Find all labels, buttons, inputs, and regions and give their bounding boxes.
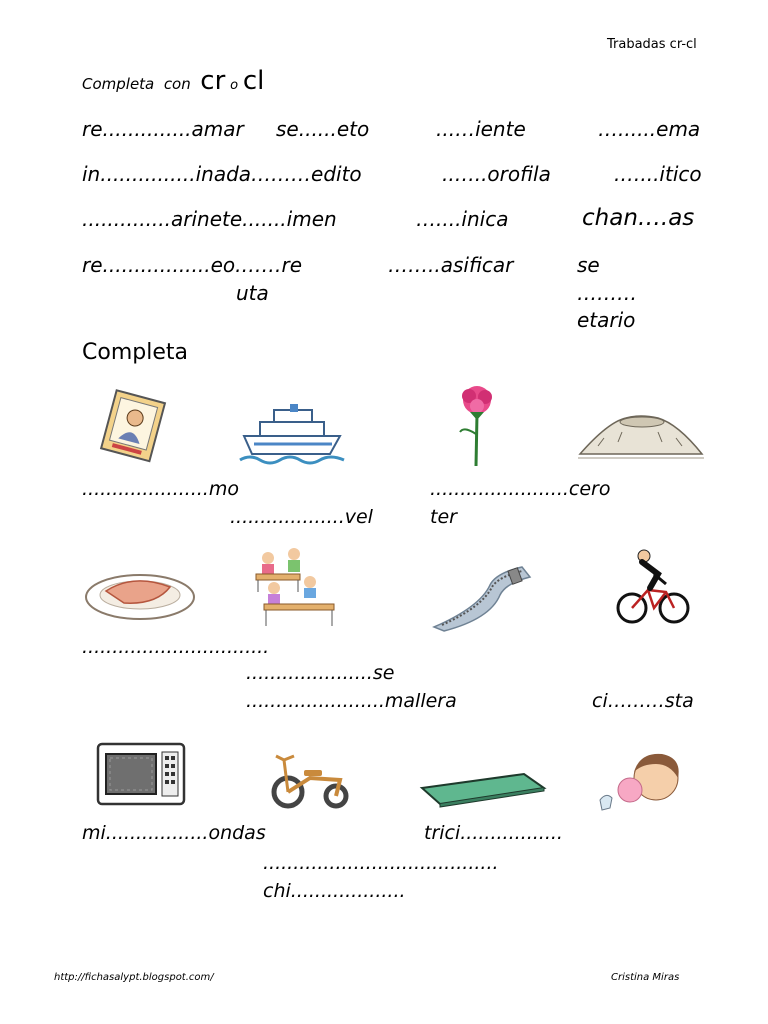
exercise-item: se......eto (276, 117, 370, 141)
carnation-icon (452, 384, 502, 468)
stamp-icon (98, 390, 170, 462)
section-title: Completa (82, 340, 188, 365)
answer-line: .....................mo (82, 478, 239, 500)
exercise-item: …......ema (598, 117, 701, 141)
classroom-icon (252, 546, 338, 628)
syllable-cl: cl (242, 66, 265, 96)
answer-line: ter (430, 506, 457, 528)
answer-line: trici................. (424, 822, 563, 844)
answer-line: mi.................ondas (82, 822, 266, 844)
exercise-item: ……… (577, 281, 637, 305)
exercise-item: re.................eo.……re (82, 253, 303, 277)
crater-icon (578, 402, 704, 466)
exercise-item: uta (236, 281, 269, 305)
exercise-item: …....inica (416, 207, 509, 231)
instruction-word: con (163, 75, 191, 93)
exercise-item: ...…iente (436, 117, 526, 141)
zipper-icon (430, 565, 536, 631)
footer-author: Cristina Miras (611, 972, 680, 983)
syllable-cr: cr (200, 66, 226, 96)
tricycle-icon (270, 750, 360, 810)
exercise-item: se (577, 253, 600, 277)
footer-url[interactable]: http://fichasalypt.blogspot.com/ (54, 972, 214, 983)
exercise-item: ……..asificar (388, 253, 514, 277)
gum-child-icon (596, 750, 690, 814)
cruise-ship-icon (240, 402, 344, 466)
answer-line: .......................cero (430, 478, 611, 500)
microwave-icon (96, 740, 186, 808)
instruction-word: o (230, 78, 239, 93)
answer-line: ............................... (82, 636, 270, 658)
exercise-item: ..............arinete.......imen (82, 207, 337, 231)
answer-line: ci………sta (592, 690, 694, 712)
exercise-item: in...............inada………edito (82, 162, 362, 186)
cream-plate-icon (84, 565, 196, 623)
instruction-word: Completa (82, 75, 155, 93)
cyclist-icon (614, 548, 690, 628)
answer-line: ....................................... (263, 852, 499, 874)
answer-line: ...................vel (230, 506, 373, 528)
instruction-line (82, 66, 264, 96)
answer-line: .....................se (246, 662, 395, 684)
answer-line: chi................... (263, 880, 406, 902)
mat-icon (420, 772, 546, 808)
answer-line: .......................mallera (246, 690, 457, 712)
exercise-item: re..............amar (82, 117, 244, 141)
exercise-item: etario (577, 308, 636, 332)
exercise-item: ..…..orofila (442, 162, 551, 186)
exercise-item: chan….as (582, 205, 695, 231)
header-title: Trabadas cr-cl (607, 37, 697, 52)
exercise-item: .…...itico (614, 162, 702, 186)
